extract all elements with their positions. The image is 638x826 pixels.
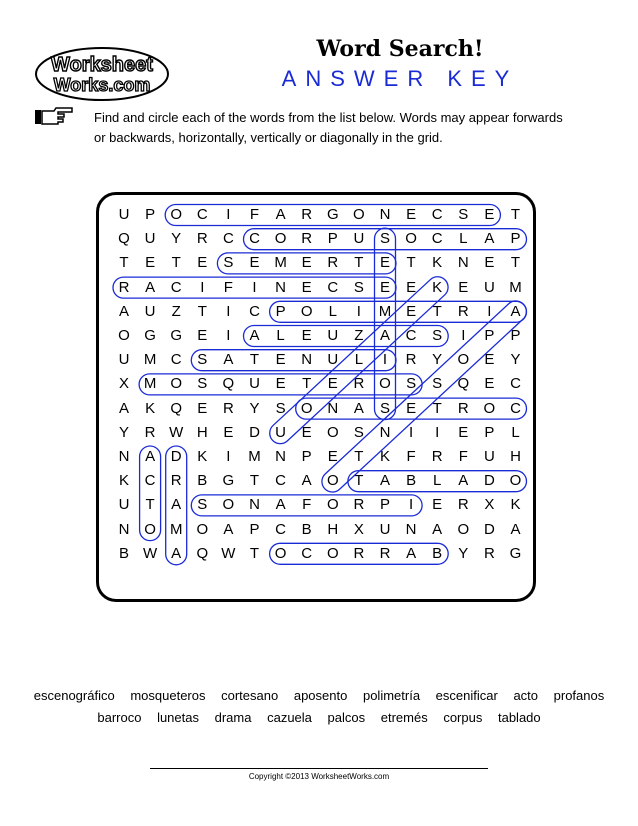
grid-cell: E (458, 423, 469, 441)
word-list-line1 (0, 688, 638, 703)
grid-cell: M (248, 448, 261, 465)
grid-cell: P (275, 302, 286, 320)
grid-cell: E (484, 254, 495, 272)
grid-cell: F (458, 448, 468, 465)
grid-cell: E (301, 327, 312, 344)
grid-cell: A (432, 520, 443, 538)
logo-line1: Worksheet (51, 54, 153, 76)
grid-cell: E (301, 278, 312, 296)
word-list-item: drama (214, 710, 252, 725)
grid-cell: Y (171, 230, 182, 248)
grid-cell: A (118, 302, 129, 320)
grid-cell: T (406, 254, 416, 272)
word-list-item: lunetas (157, 710, 199, 725)
footer-divider (150, 768, 488, 769)
grid-cell: T (249, 472, 260, 490)
grid-cell: G (222, 472, 235, 490)
grid-cell: E (406, 399, 417, 417)
grid-cell: R (353, 544, 365, 562)
grid-cell: E (327, 375, 338, 393)
grid-cell: C (431, 206, 443, 223)
grid-cell: G (170, 327, 183, 344)
grid-cell: N (118, 448, 130, 465)
grid-cell: I (226, 327, 231, 344)
grid-cell: N (118, 520, 130, 538)
grid-cell: Y (510, 351, 521, 369)
grid-cell: A (510, 302, 521, 320)
grid-cell: S (379, 399, 390, 417)
page-title: Word Search! (316, 36, 484, 62)
grid-cell: A (379, 472, 390, 490)
grid-cell: T (510, 254, 521, 272)
grid-cell: E (301, 254, 312, 272)
grid-cell: S (275, 399, 286, 417)
grid-cell: E (379, 254, 390, 272)
grid-cell: R (483, 544, 495, 562)
grid-cell: E (197, 399, 208, 417)
grid-cell: E (406, 206, 417, 223)
grid-cell: K (510, 496, 521, 514)
grid-cell: I (226, 448, 231, 465)
grid-cell: I (356, 302, 361, 320)
grid-cell: S (432, 327, 443, 344)
grid-cell: O (170, 206, 183, 223)
grid-cell: K (432, 278, 443, 296)
grid-cell: S (353, 278, 364, 296)
grid-cell: A (249, 327, 260, 344)
grid-cell: Y (249, 399, 260, 417)
instructions (94, 108, 594, 148)
grid-cell: P (484, 327, 495, 344)
grid-cell: E (223, 423, 234, 441)
grid-cell: L (511, 423, 520, 441)
grid-cell: N (301, 351, 313, 369)
grid-cell: F (223, 278, 233, 296)
grid-cell: C (327, 278, 339, 296)
grid-cell: Z (171, 302, 181, 320)
grid-cell: C (249, 302, 260, 320)
grid-cell: C (170, 278, 182, 296)
word-list-item: acto (513, 688, 539, 703)
grid-cell: A (145, 278, 156, 296)
grid-cell: D (483, 472, 495, 490)
grid-cell: C (144, 472, 156, 490)
grid-cell: E (406, 278, 417, 296)
word-list-item: etremés (380, 710, 428, 725)
grid-cell: O (274, 544, 287, 562)
grid-cell: Q (196, 544, 209, 562)
grid-cell: N (275, 278, 287, 296)
grid-cell: P (249, 520, 260, 538)
word-list-item: barroco (97, 710, 142, 725)
grid-cell: U (249, 375, 260, 393)
grid-cell: R (196, 230, 208, 248)
grid-cell: Q (222, 375, 235, 393)
word-list-item: corpus (443, 710, 483, 725)
grid-cell: N (379, 206, 391, 223)
grid-cell: C (222, 230, 234, 248)
grid-cell: D (483, 520, 495, 538)
grid-cell: I (252, 278, 257, 296)
grid-cell: C (510, 399, 521, 417)
grid-cell: A (301, 472, 312, 490)
grid-cell: A (145, 448, 156, 465)
grid-cell: D (170, 448, 182, 465)
grid-cell: Y (432, 351, 443, 369)
grid-cell: O (326, 496, 339, 514)
grid-cell: O (274, 230, 287, 248)
word-list-item: cortesano (221, 688, 279, 703)
grid-cell: S (197, 351, 208, 369)
grid-cell: O (483, 399, 496, 417)
grid-cell: L (328, 302, 337, 320)
grid-cell: U (118, 496, 130, 514)
grid-cell: A (275, 206, 286, 223)
grid-cell: T (249, 544, 260, 562)
grid-cell: E (249, 254, 260, 272)
grid-cell: O (379, 375, 391, 393)
grid-cell: N (457, 254, 469, 272)
grid-cell: Y (118, 423, 129, 441)
grid-cell: Q (170, 399, 183, 417)
grid-cell: R (457, 399, 469, 417)
grid-cell: C (275, 520, 287, 538)
grid-cell: O (457, 351, 470, 369)
grid-cell: I (435, 423, 440, 441)
grid-cell: X (353, 520, 364, 538)
grid-cell: O (170, 375, 183, 393)
grid-cell: N (275, 448, 287, 465)
grid-cell: F (302, 496, 312, 514)
grid-cell: R (457, 496, 469, 514)
grid-cell: U (327, 351, 339, 369)
grid-cell: S (458, 206, 469, 223)
grid-cell: T (354, 254, 364, 272)
grid-cell: A (118, 399, 129, 417)
grid-cell: X (118, 375, 129, 393)
grid-cell: N (379, 423, 391, 441)
grid-cell: E (197, 254, 208, 272)
grid-cell: S (379, 230, 390, 248)
grid-cell: C (196, 206, 208, 223)
grid-cell: A (171, 544, 182, 562)
grid-cell: U (144, 302, 156, 320)
grid-cell: T (145, 496, 155, 514)
grid-cell: R (170, 472, 182, 490)
grid-cell: T (171, 254, 181, 272)
grid-cell: U (483, 448, 495, 465)
grid-cell: S (197, 375, 208, 393)
grid-cell: E (145, 254, 156, 272)
grid-cell: P (379, 496, 390, 514)
word-list-item: tablado (497, 710, 541, 725)
grid-cell: E (484, 375, 495, 393)
grid-cell: K (118, 472, 129, 490)
grid-cell: K (379, 448, 390, 465)
grid-cell: A (379, 327, 390, 344)
grid-cell: O (405, 230, 417, 248)
grid-cell: E (301, 423, 312, 441)
grid-cell: T (432, 302, 442, 320)
pointing-hand-icon (34, 104, 74, 128)
grid-cell: L (276, 327, 285, 344)
grid-cell: R (353, 496, 365, 514)
grid-cell: R (405, 351, 417, 369)
grid-cell: A (458, 472, 469, 490)
grid-cell: O (326, 544, 339, 562)
grid-cell: T (249, 351, 260, 369)
grid-cell: O (144, 520, 156, 538)
answer-key-subtitle: ANSWER KEY (281, 66, 519, 91)
grid-cell: F (249, 206, 260, 223)
grid-cell: R (353, 375, 365, 393)
grid-cell: M (274, 254, 287, 272)
grid-cell: I (409, 496, 414, 514)
grid-cell: R (222, 399, 234, 417)
grid-cell: I (226, 302, 231, 320)
grid-cell: C (510, 375, 521, 393)
grid-cell: B (118, 544, 129, 562)
grid-cell: K (197, 448, 208, 465)
grid-cell: O (222, 496, 235, 514)
grid-cell: A (223, 520, 234, 538)
grid-cell: E (406, 302, 417, 320)
grid-cell: K (145, 399, 156, 417)
grid-cell: E (484, 206, 495, 223)
word-list-item: cazuela (267, 710, 312, 725)
grid-cell: S (353, 423, 364, 441)
grid-cell: R (327, 254, 339, 272)
word-list-item: mosqueteros (130, 688, 206, 703)
word-list-item: escenográfico (33, 688, 115, 703)
grid-cell: U (379, 520, 391, 538)
grid-cell: T (354, 448, 364, 465)
grid-cell: I (487, 302, 492, 320)
grid-cell: T (354, 472, 364, 490)
grid-cell: F (406, 448, 416, 465)
grid-cell: U (118, 351, 130, 369)
grid-cell: L (354, 351, 364, 369)
grid-cell: I (461, 327, 466, 344)
word-list-line2 (0, 710, 638, 725)
grid-cell: Q (118, 230, 130, 248)
grid-cell: E (327, 448, 338, 465)
grid-cell: S (406, 375, 417, 393)
grid-cell: E (432, 496, 443, 514)
grid-cell: T (302, 375, 312, 393)
grid-cell: E (275, 351, 286, 369)
grid-cell: C (431, 230, 443, 248)
grid-cell: Y (458, 544, 469, 562)
grid-cell: U (327, 327, 339, 344)
grid-cell: P (145, 206, 156, 223)
grid-cell: M (378, 302, 392, 320)
word-list-item: palcos (327, 710, 366, 725)
copyright-text: Copyright ©2013 WorksheetWorks.com (248, 772, 390, 781)
grid-cell: U (118, 206, 130, 223)
grid-cell: O (196, 520, 209, 538)
grid-cell: U (275, 423, 287, 441)
grid-cell: A (406, 544, 417, 562)
grid-cell: R (118, 278, 130, 296)
grid-cell: C (275, 472, 287, 490)
grid-cell: W (169, 423, 184, 441)
grid-cell: E (484, 351, 495, 369)
grid-cell: I (382, 351, 388, 369)
worksheetworks-logo (34, 46, 170, 102)
grid-cell: A (223, 351, 234, 369)
word-list-item: escenificar (435, 688, 498, 703)
grid-cell: M (169, 520, 183, 538)
grid-cell: P (484, 423, 495, 441)
word-list-item: aposento (293, 688, 348, 703)
grid-cell: M (143, 375, 157, 393)
word-list-item: polimetría (362, 688, 421, 703)
grid-cell: S (432, 375, 443, 393)
grid-cell: M (143, 351, 157, 369)
grid-cell: R (301, 230, 313, 248)
grid-cell: M (509, 278, 522, 296)
grid-cell: A (484, 230, 495, 248)
grid-cell: S (197, 496, 208, 514)
grid-cell: A (353, 399, 364, 417)
grid-cell: G (144, 327, 156, 344)
word-list-item: profanos (553, 688, 605, 703)
grid-cell: R (431, 448, 443, 465)
grid-cell: P (301, 448, 312, 465)
logo-line2: Works.com (53, 75, 151, 95)
grid-cell: Z (354, 327, 364, 344)
grid-cell: O (326, 472, 339, 490)
grid-cell: E (197, 327, 208, 344)
grid-cell: I (200, 278, 205, 296)
grid-cell: R (301, 206, 313, 223)
grid-cell: U (483, 278, 495, 296)
grid-cell: X (484, 496, 495, 514)
grid-cell: C (249, 230, 260, 248)
grid-cell: B (432, 544, 443, 562)
grid-cell: O (457, 520, 470, 538)
grid-cell: E (458, 278, 469, 296)
grid-cell: O (326, 423, 339, 441)
grid-cell: P (510, 327, 521, 344)
grid-cell: I (226, 206, 231, 223)
grid-cell: U (144, 230, 156, 248)
grid-cell: G (326, 206, 339, 223)
grid-cell: H (510, 448, 521, 465)
grid-cell: E (379, 278, 390, 296)
grid-cell: R (144, 423, 156, 441)
grid-cell: B (301, 520, 312, 538)
grid-cell: W (143, 544, 158, 562)
grid-cell: T (119, 254, 129, 272)
grid-cell: L (459, 230, 468, 248)
grid-cell: L (433, 472, 442, 490)
grid-cell: K (432, 254, 443, 272)
grid-cell: N (405, 520, 417, 538)
grid-cell: H (196, 423, 208, 441)
grid-cell: B (406, 472, 417, 490)
grid-cell: A (510, 520, 521, 538)
grid-cell: O (118, 327, 130, 344)
grid-cell: C (301, 544, 313, 562)
grid-cell: W (221, 544, 236, 562)
grid-cell: R (457, 302, 469, 320)
grid-cell: T (432, 399, 442, 417)
grid-cell: P (327, 230, 338, 248)
grid-cell: T (510, 206, 521, 223)
grid-cell: E (275, 375, 286, 393)
grid-cell: O (509, 472, 522, 490)
grid-cell: N (327, 399, 339, 417)
instructions-line1: Find and circle each of the words from the list below. Words may appear forwards (94, 110, 563, 125)
grid-cell: I (409, 423, 414, 441)
grid-cell: U (353, 230, 365, 248)
grid-cell: H (327, 520, 339, 538)
grid-cell: Q (457, 375, 470, 393)
grid-cell: O (353, 206, 365, 223)
grid-cell: R (379, 544, 391, 562)
grid-cell: T (197, 302, 207, 320)
grid-cell: A (171, 496, 182, 514)
grid-cell: A (275, 496, 286, 514)
instructions-line2: or backwards, horizontally, vertically or diagonally in the grid. (94, 130, 443, 145)
grid-cell: N (249, 496, 260, 514)
grid-cell: C (170, 351, 182, 369)
grid-cell: C (405, 327, 417, 344)
grid-cell: O (300, 399, 313, 417)
grid-cell: O (300, 302, 313, 320)
grid-cell: S (223, 254, 234, 272)
grid-cell: P (510, 230, 521, 248)
grid-cell: B (197, 472, 208, 490)
grid-cell: G (509, 544, 522, 562)
grid-cell: D (249, 423, 260, 441)
